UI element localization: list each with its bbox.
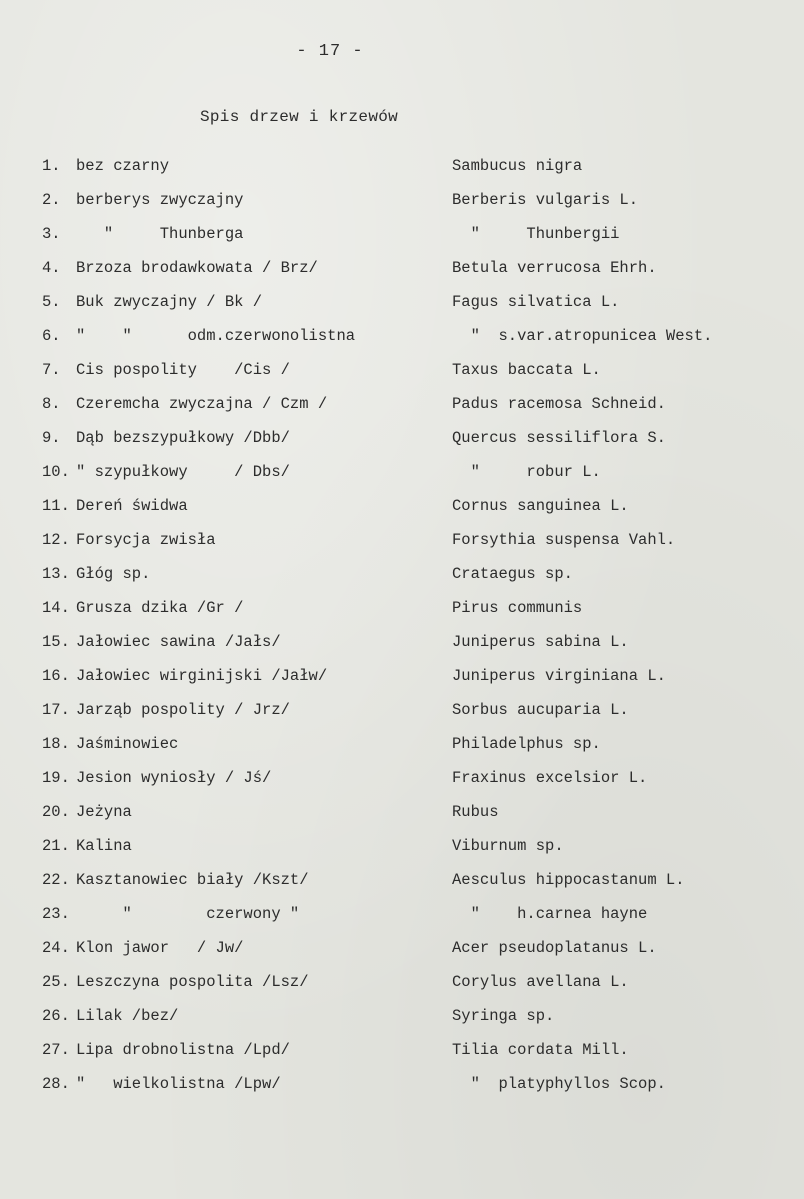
latin-name: Corylus avellana L. — [452, 973, 629, 991]
list-item — [0, 531, 804, 565]
item-number: 20. — [42, 803, 70, 821]
item-number: 1. — [42, 157, 61, 175]
latin-name: Juniperus sabina L. — [452, 633, 629, 651]
item-number: 11. — [42, 497, 70, 515]
list-item — [0, 157, 804, 191]
latin-name: Forsythia suspensa Vahl. — [452, 531, 676, 549]
item-number: 18. — [42, 735, 70, 753]
item-number: 21. — [42, 837, 70, 855]
list-item — [0, 701, 804, 735]
polish-name: " szypułkowy / Dbs/ — [76, 463, 290, 481]
page-title: Spis drzew i krzewów — [200, 108, 399, 126]
list-item — [0, 803, 804, 837]
polish-name: bez czarny — [76, 157, 170, 175]
item-number: 12. — [42, 531, 70, 549]
latin-name: Fraxinus excelsior L. — [452, 769, 648, 787]
item-number: 17. — [42, 701, 70, 719]
latin-name: " platyphyllos Scop. — [452, 1075, 666, 1093]
polish-name: Brzoza brodawkowata / Brz/ — [76, 259, 318, 277]
polish-name: Jałowiec sawina /Jałs/ — [76, 633, 281, 651]
latin-name: Fagus silvatica L. — [452, 293, 620, 311]
item-number: 10. — [42, 463, 70, 481]
polish-name: Kasztanowiec biały /Kszt/ — [76, 871, 309, 889]
polish-name: Dereń świdwa — [76, 497, 188, 515]
polish-name: Czeremcha zwyczajna / Czm / — [76, 395, 328, 413]
latin-name: Viburnum sp. — [452, 837, 564, 855]
polish-name: Lilak /bez/ — [76, 1007, 179, 1025]
item-number: 7. — [42, 361, 61, 379]
latin-name: Syringa sp. — [452, 1007, 555, 1025]
polish-name: berberys zwyczajny — [76, 191, 244, 209]
list-item — [0, 905, 804, 939]
polish-name: Głóg sp. — [76, 565, 151, 583]
item-number: 3. — [42, 225, 61, 243]
polish-name: " wielkolistna /Lpw/ — [76, 1075, 281, 1093]
latin-name: " Thunbergii — [452, 225, 620, 243]
polish-name: Jałowiec wirginijski /Jałw/ — [76, 667, 328, 685]
latin-name: Rubus — [452, 803, 499, 821]
polish-name: Cis pospolity /Cis / — [76, 361, 290, 379]
latin-name: Acer pseudoplatanus L. — [452, 939, 657, 957]
item-number: 22. — [42, 871, 70, 889]
polish-name: Dąb bezszypułkowy /Dbb/ — [76, 429, 290, 447]
polish-name: Jaśminowiec — [76, 735, 179, 753]
latin-name: Quercus sessiliflora S. — [452, 429, 666, 447]
latin-name: Tilia cordata Mill. — [452, 1041, 629, 1059]
list-item — [0, 667, 804, 701]
latin-name: Cornus sanguinea L. — [452, 497, 629, 515]
item-number: 28. — [42, 1075, 70, 1093]
list-item — [0, 837, 804, 871]
list-item — [0, 769, 804, 803]
polish-name: Lipa drobnolistna /Lpd/ — [76, 1041, 290, 1059]
list-item — [0, 327, 804, 361]
polish-name: Jesion wyniosły / Jś/ — [76, 769, 272, 787]
latin-name: Aesculus hippocastanum L. — [452, 871, 685, 889]
item-number: 8. — [42, 395, 61, 413]
list-item — [0, 259, 804, 293]
list-item — [0, 1075, 804, 1109]
latin-name: Padus racemosa Schneid. — [452, 395, 666, 413]
polish-name: Klon jawor / Jw/ — [76, 939, 244, 957]
list-item — [0, 463, 804, 497]
latin-name: Philadelphus sp. — [452, 735, 601, 753]
list-item — [0, 1041, 804, 1075]
latin-name: Betula verrucosa Ehrh. — [452, 259, 657, 277]
list-item — [0, 361, 804, 395]
list-item — [0, 191, 804, 225]
polish-name: Leszczyna pospolita /Lsz/ — [76, 973, 309, 991]
item-number: 6. — [42, 327, 61, 345]
polish-name: Forsycja zwisła — [76, 531, 216, 549]
list-item — [0, 735, 804, 769]
list-item — [0, 633, 804, 667]
polish-name: Buk zwyczajny / Bk / — [76, 293, 263, 311]
latin-name: " h.carnea hayne — [452, 905, 648, 923]
item-number: 23. — [42, 905, 70, 923]
item-number: 27. — [42, 1041, 70, 1059]
list-item — [0, 293, 804, 327]
item-number: 16. — [42, 667, 70, 685]
item-number: 19. — [42, 769, 70, 787]
list-item — [0, 429, 804, 463]
species-list — [0, 157, 804, 1109]
latin-name: " s.var.atropunicea West. — [452, 327, 713, 345]
list-item — [0, 497, 804, 531]
item-number: 9. — [42, 429, 61, 447]
item-number: 13. — [42, 565, 70, 583]
item-number: 15. — [42, 633, 70, 651]
polish-name: " Thunberga — [76, 225, 244, 243]
latin-name: Sambucus nigra — [452, 157, 583, 175]
polish-name: Grusza dzika /Gr / — [76, 599, 244, 617]
list-item — [0, 1007, 804, 1041]
item-number: 24. — [42, 939, 70, 957]
list-item — [0, 565, 804, 599]
latin-name: Crataegus sp. — [452, 565, 573, 583]
latin-name: Taxus baccata L. — [452, 361, 601, 379]
polish-name: Kalina — [76, 837, 132, 855]
polish-name: Jeżyna — [76, 803, 132, 821]
polish-name: Jarząb pospolity / Jrz/ — [76, 701, 290, 719]
list-item — [0, 599, 804, 633]
list-item — [0, 225, 804, 259]
page-number: - 17 - — [296, 42, 364, 61]
latin-name: Juniperus virginiana L. — [452, 667, 666, 685]
item-number: 14. — [42, 599, 70, 617]
latin-name: Berberis vulgaris L. — [452, 191, 639, 209]
list-item — [0, 871, 804, 905]
latin-name: " robur L. — [452, 463, 601, 481]
item-number: 2. — [42, 191, 61, 209]
item-number: 25. — [42, 973, 70, 991]
polish-name: " " odm.czerwonolistna — [76, 327, 356, 345]
item-number: 4. — [42, 259, 61, 277]
latin-name: Sorbus aucuparia L. — [452, 701, 629, 719]
item-number: 5. — [42, 293, 61, 311]
list-item — [0, 973, 804, 1007]
list-item — [0, 939, 804, 973]
item-number: 26. — [42, 1007, 70, 1025]
polish-name: " czerwony " — [76, 905, 300, 923]
list-item — [0, 395, 804, 429]
latin-name: Pirus communis — [452, 599, 583, 617]
